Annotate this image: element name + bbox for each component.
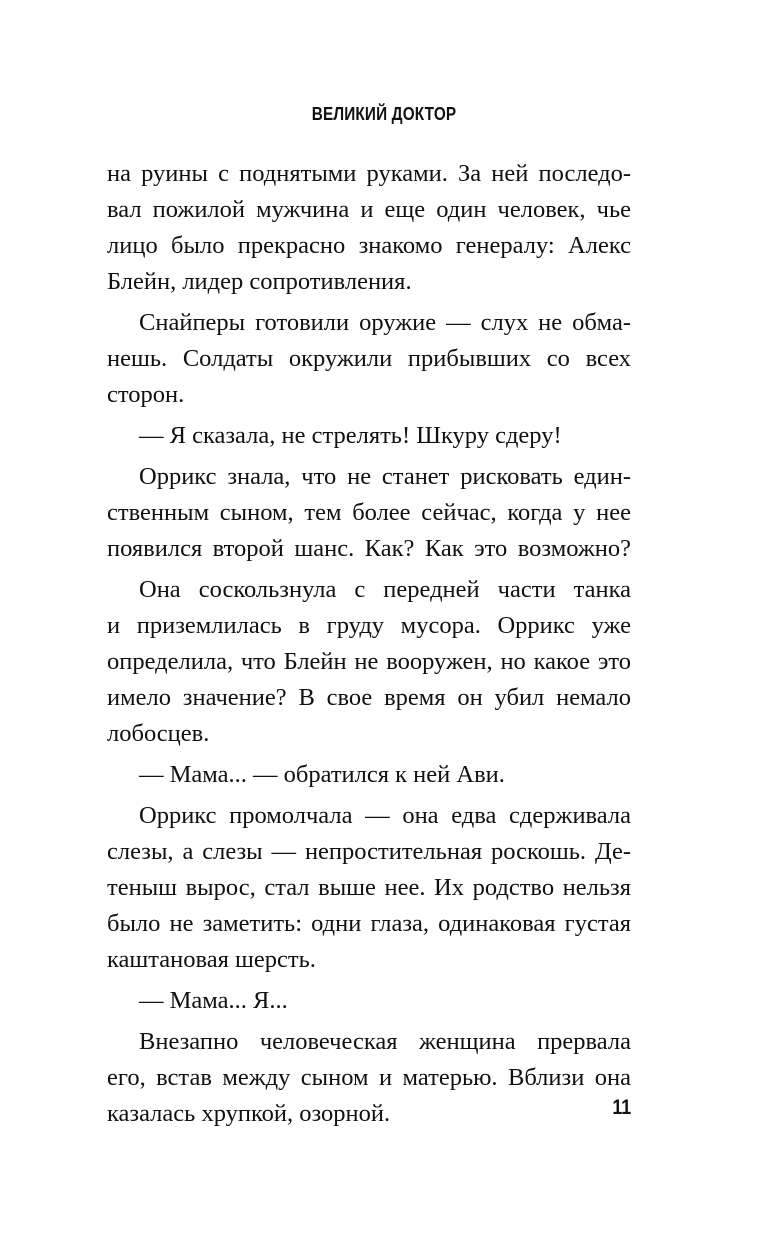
text-line: было не заметить: одни глаза, одинаковая густая [107,910,631,937]
text-line: Блейн, лидер сопротивления. [107,268,412,295]
text-line: вал пожилой мужчина и еще один человек, чье [107,196,631,223]
text-line: Она соскользнула с передней части танка [139,576,631,603]
text-line: сторон. [107,381,185,408]
text-line: имело значение? В свое время он убил немало [107,684,631,711]
paragraph [107,418,631,454]
paragraph [107,983,631,1019]
text-line: определила, что Блейн не вооружен, но какое это [107,648,631,675]
text-line: на руины с поднятыми руками. За ней последо- [107,160,631,187]
text-line: теныш вырос, стал выше нее. Их родство нельзя [107,874,631,901]
paragraph [107,798,631,978]
text-line: лицо было прекрасно знакомо генералу: Алекс [107,232,631,259]
text-line: его, встав между сыном и матерью. Вблизи она [107,1064,631,1091]
text-line: Оррикс знала, что не станет рисковать един- [139,463,631,490]
body-text [107,156,631,1137]
paragraph [107,1024,631,1132]
text-line: слезы, а слезы — непростительная роскошь. Де- [107,838,631,865]
text-line: Оррикс промолчала — она едва сдерживала [139,802,631,829]
text-line: нешь. Солдаты окружили прибывших со всех [107,345,631,372]
text-line: лобосцев. [107,720,210,747]
text-line: Снайперы готовили оружие — слух не обма- [139,309,631,336]
text-line: каштановая шерсть. [107,946,316,973]
paragraph [107,757,631,793]
paragraph [107,156,631,300]
text-line: ственным сыном, тем более сейчас, когда у нее [107,499,631,526]
text-line: Внезапно человеческая женщина прервала [139,1028,631,1055]
text-line: казалась хрупкой, озорной. [107,1100,391,1127]
running-head: ВЕЛИКИЙ ДОКТОР [311,104,457,124]
text-line: — Мама... Я... [139,987,288,1014]
text-line: — Мама... — обратился к ней Ави. [139,761,505,788]
text-line: — Я сказала, не стрелять! Шкуру сдеру! [139,422,562,449]
text-line: и приземлилась в груду мусора. Оррикс уже [107,612,631,639]
paragraph [107,572,631,752]
text-line: появился второй шанс. Как? Как это возможно? [107,535,631,562]
paragraph [107,459,631,567]
paragraph [107,305,631,413]
page-number: 11 [612,1096,631,1119]
